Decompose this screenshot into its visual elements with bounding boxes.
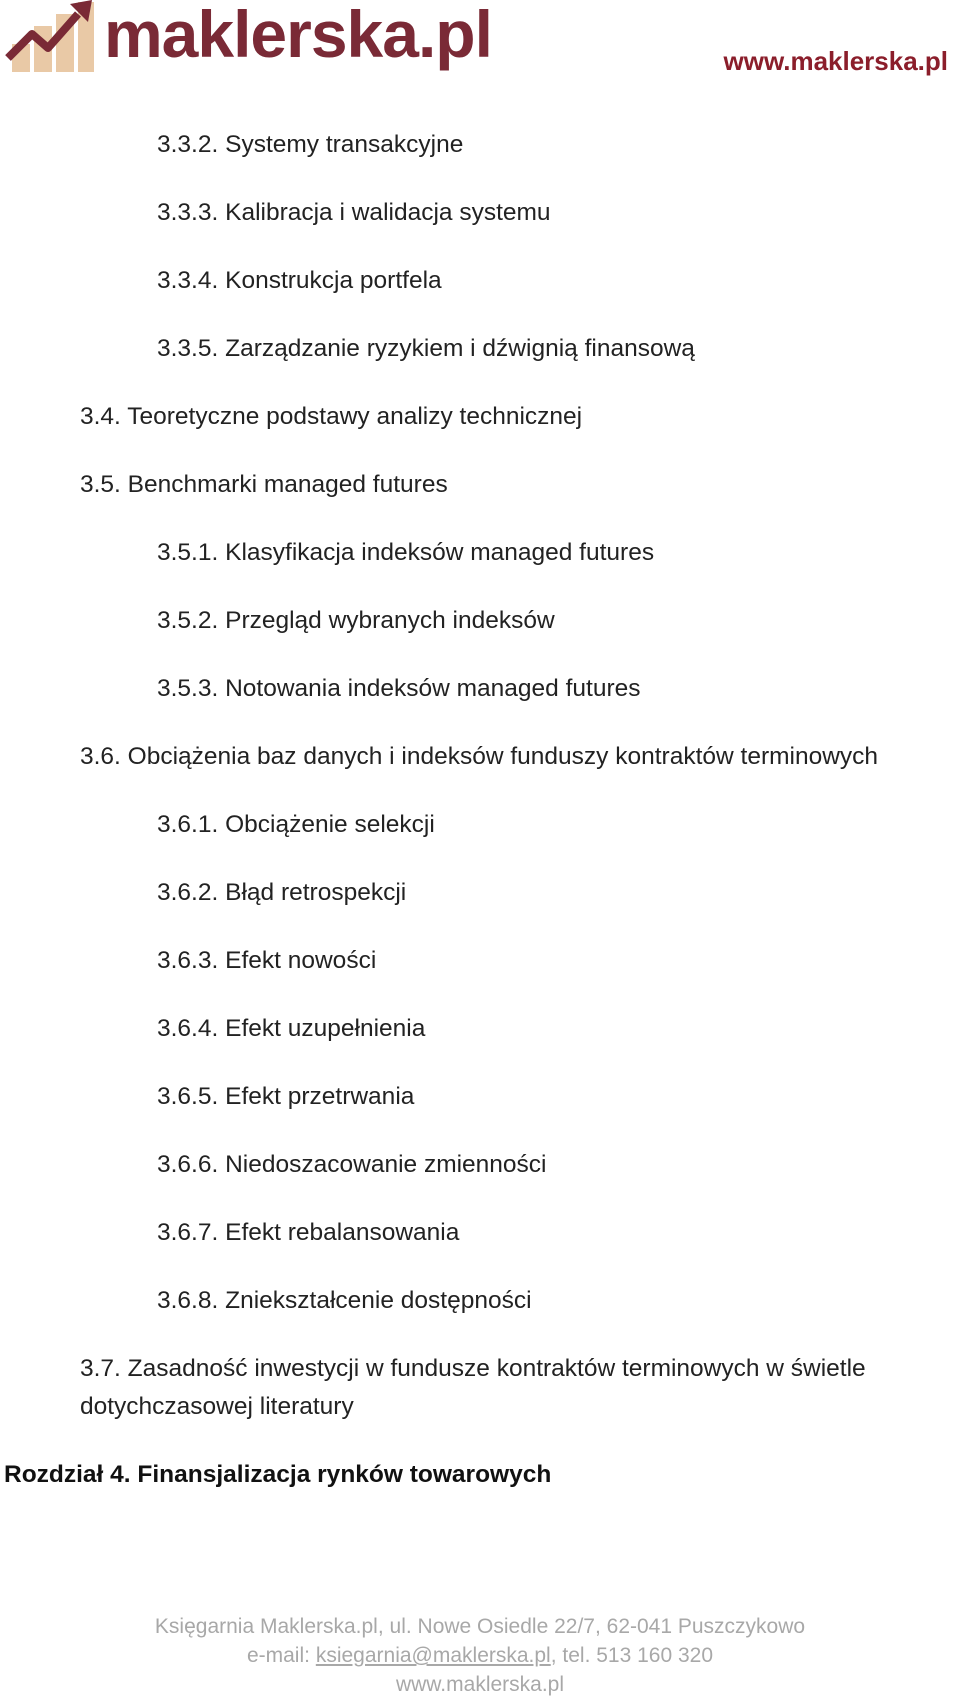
toc-item: 3.5.2. Przegląd wybranych indeksów <box>157 607 555 634</box>
maklerska-logo[interactable] <box>4 0 492 80</box>
toc-item: 3.5. Benchmarki managed futures <box>80 471 448 498</box>
chart-logo-icon <box>4 0 96 74</box>
footer-address: Księgarnia Maklerska.pl, ul. Nowe Osiedle 22/7, 62-041 Puszczykowo <box>154 1615 806 1638</box>
toc-item: 3.6.5. Efekt przetrwania <box>157 1083 415 1110</box>
toc-item: 3.5.3. Notowania indeksów managed futures <box>157 675 641 702</box>
toc-item: 3.6.4. Efekt uzupełnienia <box>157 1015 426 1042</box>
toc-item: 3.3.4. Konstrukcja portfela <box>157 267 442 294</box>
footer-contact <box>0 1641 960 1670</box>
footer-phone: , tel. 513 160 320 <box>550 1644 714 1667</box>
page-header <box>0 0 960 90</box>
toc-item: 3.6. Obciążenia baz danych i indeksów funduszy kontraktów terminowych <box>80 743 879 770</box>
toc-item: 3.6.2. Błąd retrospekcji <box>157 879 407 906</box>
page-footer <box>0 1612 960 1699</box>
chapter-heading: Rozdział 4. Finansjalizacja rynków towarowych <box>4 1461 552 1488</box>
toc-item: 3.6.1. Obciążenie selekcji <box>157 811 435 838</box>
toc-item: 3.6.7. Efekt rebalansowania <box>157 1219 460 1246</box>
toc-item: 3.4. Teoretyczne podstawy analizy technicznej <box>80 403 583 430</box>
toc-item: 3.6.3. Efekt nowości <box>157 947 377 974</box>
footer-email-label: e-mail: <box>246 1644 316 1667</box>
toc-item: 3.7. Zasadność inwestycji w fundusze kontraktów terminowych w świetle dotychczasowej literatury <box>80 1355 866 1420</box>
footer-site-url[interactable]: www.maklerska.pl <box>395 1673 565 1696</box>
logo-text: maklerska.pl <box>104 0 492 71</box>
footer-email-link[interactable]: ksiegarnia@maklerska.pl <box>315 1644 551 1667</box>
toc-item: 3.3.5. Zarządzanie ryzykiem i dźwignią finansową <box>157 335 695 362</box>
toc-item: 3.5.1. Klasyfikacja indeksów managed futures <box>157 539 655 566</box>
toc-item: 3.3.2. Systemy transakcyjne <box>157 131 464 158</box>
toc-item: 3.3.3. Kalibracja i walidacja systemu <box>157 199 551 226</box>
toc-item: 3.6.6. Niedoszacowanie zmienności <box>157 1151 547 1178</box>
toc-item: 3.6.8. Zniekształcenie dostępności <box>157 1287 532 1314</box>
header-site-url[interactable]: www.maklerska.pl <box>723 46 948 76</box>
